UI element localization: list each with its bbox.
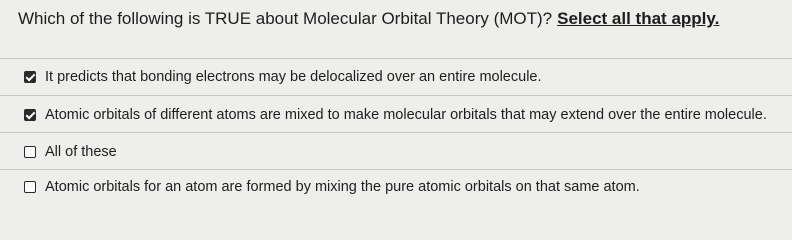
checkbox-option-3[interactable] [24,181,36,193]
divider [0,132,792,133]
select-all-instruction: Select all that apply. [557,9,720,28]
option-0[interactable] [24,67,542,87]
option-label: All of these [45,144,117,160]
option-3[interactable] [24,177,640,197]
checkbox-option-2[interactable] [24,146,36,158]
checkbox-option-1[interactable] [24,109,36,121]
divider [0,169,792,170]
checkbox-option-0[interactable] [24,71,36,83]
divider [0,58,792,59]
divider [0,95,792,96]
option-label: Atomic orbitals of different atoms are mixed to make molecular orbitals that may extend over the entire molecule. [45,107,767,123]
question-text: Which of the following is TRUE about Molecular Orbital Theory (MOT)? [18,9,553,28]
option-2[interactable] [24,142,117,162]
option-label: Atomic orbitals for an atom are formed by mixing the pure atomic orbitals on that same atom. [45,179,640,195]
question-prompt [18,8,719,30]
option-label: It predicts that bonding electrons may be delocalized over an entire molecule. [45,69,542,85]
option-1[interactable] [24,105,767,125]
